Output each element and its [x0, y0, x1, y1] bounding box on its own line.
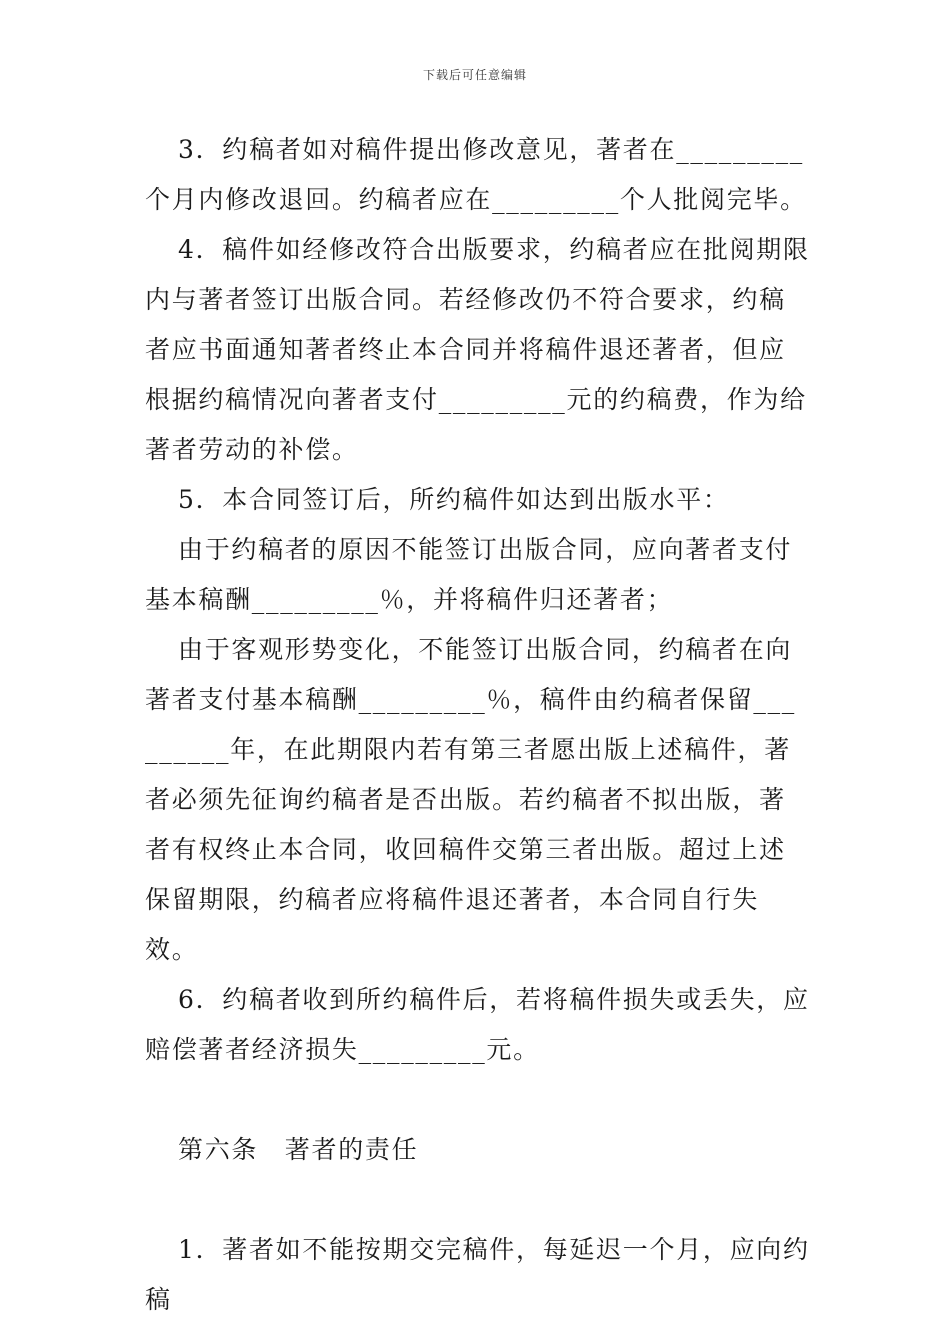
document-body: [145, 125, 810, 1325]
clause-paragraph-5b: 由于客观形势变化，不能签订出版合同，约稿者在向著者支付基本稿酬_________％，稿件由约稿者保留_________年，在此期限内若有第三者愿出版上述稿件，著者必须先征询约稿者是否出版。若约稿者不拟出版，著者有权终止本合同，收回稿件交第三者出版。超过上述保留期限，约稿者应将稿件退还著者，本合同自行失效。: [145, 635, 797, 964]
section-heading: 第六条 著者的责任: [178, 1135, 419, 1164]
section6-clause-1: 1．著者如不能按期交完稿件，每延迟一个月，应向约稿: [145, 1235, 810, 1314]
spacer: [145, 1175, 810, 1225]
clause-paragraph-3: 3．约稿者如对稿件提出修改意见，著者在_________个月内修改退回。约稿者应在_________个人批阅完毕。: [145, 135, 807, 214]
clause-paragraph-4: 4．稿件如经修改符合出版要求，约稿者应在批阅期限内与著者签订出版合同。若经修改仍不符合要求，约稿者应书面通知著者终止本合同并将稿件退还著者，但应根据约稿情况向著者支付_________元的约稿费，作为给著者劳动的补偿。: [145, 235, 810, 464]
clause-paragraph-5: 5．本合同签订后，所约稿件如达到出版水平：: [178, 485, 730, 514]
clause-paragraph-5a: 由于约稿者的原因不能签订出版合同，应向著者支付基本稿酬_________％，并将稿件归还著者；: [145, 535, 793, 614]
spacer: [145, 1075, 810, 1125]
page-header: 下载后可任意编辑: [422, 68, 527, 82]
clause-paragraph-6: 6．约稿者收到所约稿件后，若将稿件损失或丢失，应赔偿著者经济损失_________元。: [145, 985, 810, 1064]
